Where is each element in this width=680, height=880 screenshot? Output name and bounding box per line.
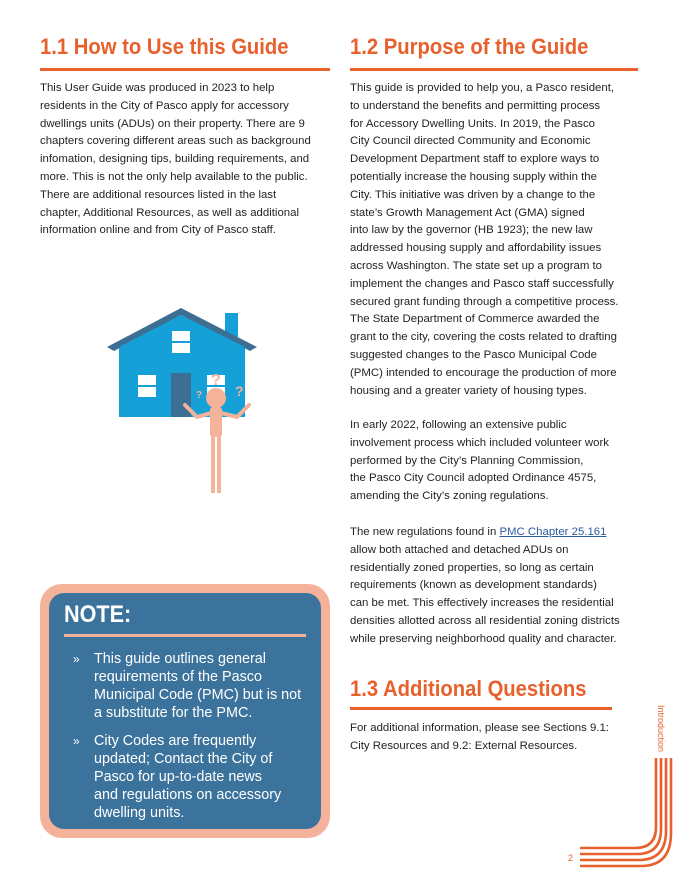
section-1-2-paragraph-1: [350, 80, 618, 400]
section-1-2-paragraph-3: [350, 524, 620, 649]
side-tab-label: Introduction: [656, 705, 666, 753]
paragraph-line: The State Department of Commerce awarded the: [350, 313, 600, 326]
note-title: NOTE:: [64, 601, 132, 628]
paragraph-line: more. This is not the only help available to the public.: [40, 170, 308, 183]
paragraph-line: residents in the City of Pasco apply for accessory: [40, 99, 289, 112]
paragraph-line: implement the changes and Pasco staff successfully: [350, 277, 614, 290]
note-line: and regulations on accessory: [94, 787, 282, 803]
note-item-text: [94, 650, 301, 722]
paragraph-line: secured grant funding through a competitive process.: [350, 295, 619, 308]
note-line: dwelling units.: [94, 805, 185, 821]
note-line: requirements of the Pasco: [94, 669, 262, 685]
paragraph-line: addressed housing supply and affordability issues: [350, 242, 602, 255]
paragraph-line: dwellings units (ADUs) on their property. There are 9: [40, 117, 305, 130]
paragraph-line: into law by the governor (HB 1923); the new law: [350, 224, 593, 237]
paragraph-line: infomation, designing tips, building requirements, and: [40, 153, 310, 166]
note-line: Municipal Code (PMC) but is not: [94, 687, 302, 703]
paragraph-line: chapter, Additional Resources, as well as additional: [40, 206, 299, 219]
paragraph-line: residentially zoned properties, so long as certain: [350, 561, 594, 574]
paragraph-line: For additional information, please see Sections 9.1:: [350, 722, 609, 734]
note-line: Pasco for up-to-date news: [94, 769, 262, 785]
bullet-glyph: »: [73, 734, 80, 748]
paragraph-line: City. This initiative was driven by a change to the: [350, 188, 596, 201]
paragraph-line: across Washington. The state set up a program to: [350, 259, 602, 272]
paragraph-line: grant to the city, covering the costs related to drafting: [350, 331, 617, 344]
note-line: a substitute for the PMC.: [94, 705, 253, 721]
paragraph-line: the Pasco City Council adopted Ordinance 4575,: [350, 472, 597, 485]
page-number: 2: [568, 853, 574, 863]
question-mark-1: ?: [211, 372, 221, 389]
paragraph-line: This guide is provided to help you, a Pasco resident,: [350, 82, 615, 94]
paragraph-line: suggested changes to the Pasco Municipal Code: [350, 348, 597, 361]
paragraph-line: Development Department staff to explore ways to: [350, 153, 600, 166]
pmc-chapter-link[interactable]: PMC Chapter 25.161: [499, 526, 607, 538]
paragraph-line: requirements (known as development standards): [350, 579, 597, 592]
paragraph-line: [350, 524, 620, 542]
paragraph-line: state’s Growth Management Act (GMA) signed: [350, 206, 585, 219]
section-1-3-body: [350, 720, 609, 756]
section-1-1-rule: [40, 68, 330, 71]
paragraph-line: chapters covering different areas such as background: [40, 135, 311, 148]
paragraph-line: City Resources and 9.2: External Resources.: [350, 739, 578, 752]
section-1-1-heading: 1.1 How to Use this Guide: [40, 34, 289, 59]
paragraph-3-prefix: The new regulations found in: [350, 526, 500, 538]
section-1-1-body: [40, 80, 311, 240]
paragraph-line: In early 2022, following an extensive public: [350, 419, 567, 431]
paragraph-line: potentially increase the housing supply within the: [350, 170, 597, 183]
section-1-2-heading: 1.2 Purpose of the Guide: [350, 34, 589, 59]
section-1-3-heading: 1.3 Additional Questions: [350, 676, 587, 701]
section-1-2-rule: [350, 68, 638, 71]
paragraph-line: performed by the City’s Planning Commission,: [350, 454, 584, 467]
note-line: updated; Contact the City of: [94, 751, 273, 767]
paragraph-line: housing and a greater variety of housing types.: [350, 384, 587, 397]
paragraph-line: allow both attached and detached ADUs on: [350, 543, 569, 556]
question-mark-2: ?: [196, 390, 203, 401]
note-item-text: [94, 732, 281, 822]
note-rule: [64, 634, 306, 637]
bullet-glyph: »: [73, 652, 80, 666]
paragraph-line: There are additional resources listed in the last: [40, 188, 277, 201]
note-line: This guide outlines general: [94, 651, 266, 667]
section-1-2-paragraph-2: [350, 417, 609, 506]
house-illustration: [105, 305, 275, 500]
paragraph-line: information online and from City of Pasco staff.: [40, 224, 276, 237]
paragraph-line: (PMC) intended to encourage the production of more: [350, 366, 617, 379]
section-1-3-rule: [350, 707, 612, 710]
paragraph-line: City Council directed Community and Economic: [350, 135, 591, 148]
note-line: City Codes are frequently: [94, 733, 257, 749]
paragraph-line: for Accessory Dwelling Units. In 2019, the Pasco: [350, 117, 596, 130]
paragraph-line: This User Guide was produced in 2023 to help: [40, 82, 275, 94]
paragraph-line: to understand the benefits and permitting process: [350, 99, 601, 112]
paragraph-line: while preserving neighborhood quality and character.: [350, 632, 617, 645]
paragraph-line: can be met. This effectively increases the residential: [350, 597, 614, 610]
paragraph-line: involvement process which included volunteer work: [350, 436, 609, 449]
paragraph-line: densities allotted across all residential zoning districts: [350, 614, 620, 627]
corner-stripes-decoration: [575, 755, 675, 870]
question-mark-3: ?: [235, 383, 244, 399]
paragraph-line: amending the City’s zoning regulations.: [350, 490, 549, 503]
